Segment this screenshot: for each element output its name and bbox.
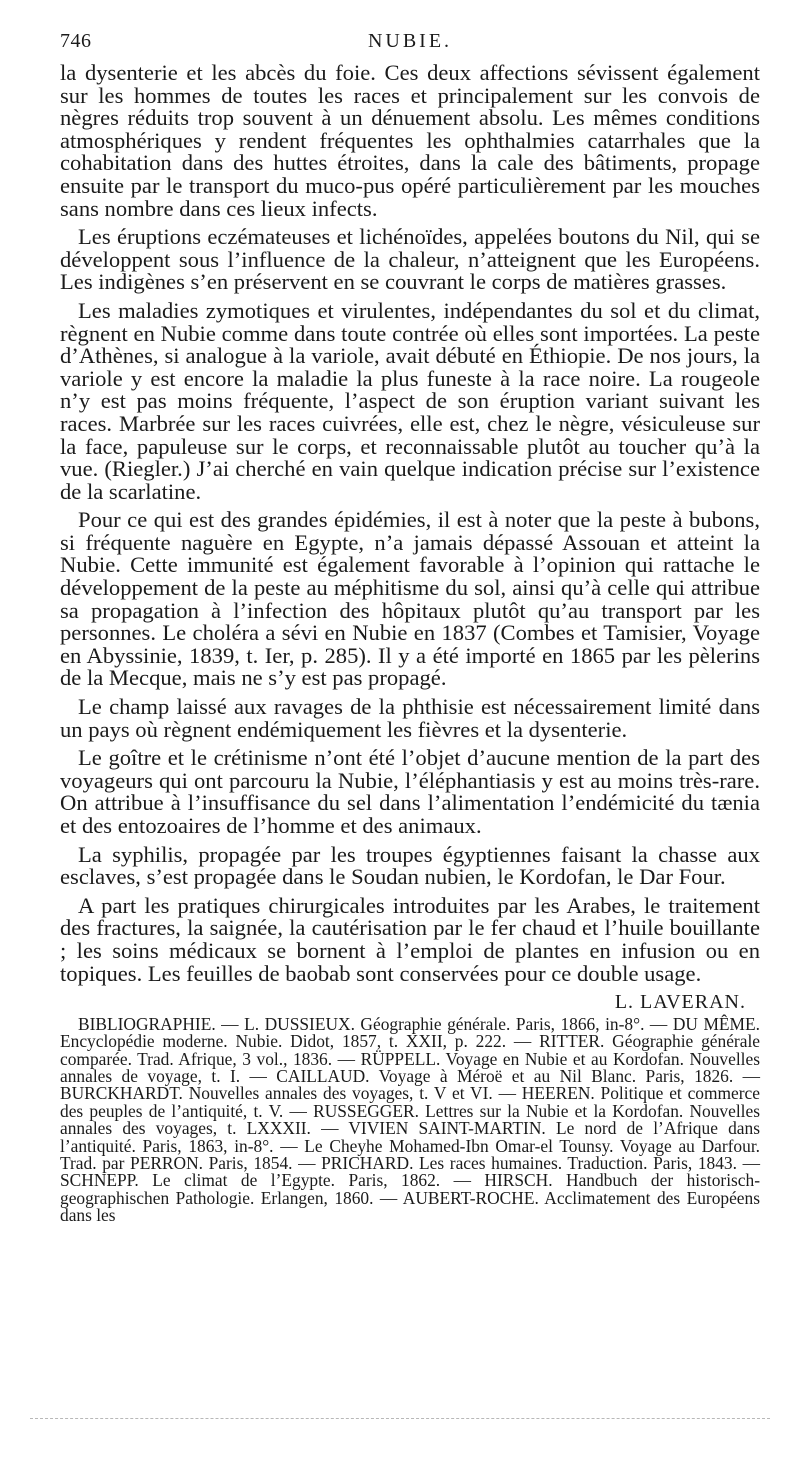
paragraph-6: Le goître et le crétinisme n’ont été l’objet d’aucune mention de la part des voyageurs qui ont parcouru la Nubie, l’éléphantiasis y est au moins très-rare. On attribue à l’insuffisance du sel dans l’alimentation l’endémicité du tænia et des entozoaires de l’homme et des animaux. [60,745,760,838]
running-title: NUBIE. [367,30,453,52]
page-header [60,30,760,56]
footer-rule [30,1418,770,1419]
paragraph-4: Pour ce qui est des grandes épidémies, il est à noter que la peste à bubons, si fréquente naguère en Egypte, n’a jamais dépassé Assouan et atteint la Nubie. Cette immunité est également favorable à l’opinion qui rattache le développement de la peste au méphitisme du sol, ainsi qu’à celle qui attribue sa propagation à l’infection des hôpitaux plutôt qu’au transport par les personnes. Le choléra a sévi en Nubie en 1837 (Combes et Tamisier, Voyage en Abyssinie, 1839, t. Ier, p. 285). Il y a été importé en 1865 par les pèlerins de la Mecque, mais ne s’y est pas propagé. [60,507,760,691]
article-body [60,62,760,1231]
paragraph-7: La syphilis, propagée par les troupes égyptiennes faisant la chasse aux esclaves, s’est propagée dans le Soudan nubien, le Kordofan, le Dar Four. [60,841,760,890]
paragraph-2: Les éruptions eczémateuses et lichénoïdes, appelées boutons du Nil, qui se développent sous l’influence de la chaleur, n’atteignent que les Européens. Les indigènes s’en préservent en se couvrant le corps de matières grasses. [60,224,760,295]
paragraph-5: Le champ laissé aux ravages de la phthisie est nécessairement limité dans un pays où règnent endémiquement les fièvres et la dysenterie. [60,694,760,742]
paragraph-1: la dysenterie et les abcès du foie. Ces deux affections sévissent également sur les hommes de toutes les races et principalement sur les convois de nègres réduits trop souvent à un dénuement absolu. Les mêmes conditions atmosphériques y rendent fréquentes les ophthalmies catarrhales que la cohabitation dans des huttes étroites, dans la cale des bâtiments, propage ensuite par le transport du muco-pus opéré particulièrement par les mouches sans nombre dans ces lieux infects. [60,60,760,221]
bibliography: BIBLIOGRAPHIE. — L. DUSSIEUX. Géographie générale. Paris, 1866, in-8°. — DU MÊME. Encyclopédie moderne. Nubie. Didot, 1857, t. XXII, p. 222. — RITTER. Géographie générale comparée. Trad. Afrique, 3 vol., 1836. — RÜPPELL. Voyage en Nubie et au Kordofan. Nouvelles annales de voyage, t. I. — CAILLAUD. Voyage à Méroë et au Nil Blanc. Paris, 1826. — BURCKHARDT. Nouvelles annales des voyages, t. V et VI. — HEEREN. Politique et commerce des peuples de l’antiquité, t. V. — RUSSEGGER. Lettres sur la Nubie et la Kordofan. Nouvelles annales des voyages, t. LXXXII. — VIVIEN SAINT-MARTIN. Le nord de l’Afrique dans l’antiquité. Paris, 1863, in-8°. — Le Cheyhe Mohamed-Ibn Omar-el Tounsy. Voyage au Darfour. Trad. par PERRON. Paris, 1854. — PRICHARD. Les races humaines. Traduction. Paris, 1843. — SCHNEPP. Le climat de l’Egypte. Paris, 1862. — HIRSCH. Handbuch der historisch-geographischen Pathologie. Erlangen, 1860. — AUBERT-ROCHE. Acclimatement des Européens dans les [60,1013,760,1226]
paragraph-8: A part les pratiques chirurgicales introduites par les Arabes, le traitement des fractures, la saignée, la cautérisation par le fer chaud et l’huile bouillante ; les soins médicaux se bornent à l’emploi de plantes en infusion ou en topiques. Les feuilles de baobab sont conservées pour ce double usage. [60,892,760,986]
author-signature: L. LAVERAN. [614,991,746,1014]
page-number: 746 [60,30,92,52]
paragraph-3: Les maladies zymotiques et virulentes, indépendantes du sol et du climat, règnent en Nubie comme dans toute contrée où elles sont importées. La peste d’Athènes, si analogue à la variole, avait débuté en Éthiopie. De nos jours, la variole y est encore la maladie la plus funeste à la race noire. La rougeole n’y est pas moins fréquente, l’aspect de son éruption variant suivant les races. Marbrée sur les races cuivrées, elle est, chez le nègre, vésiculeuse sur la face, papuleuse sur le corps, et reconnaissable plutôt au toucher qu’à la vue. (Riegler.) J’ai cherché en vain quelque indication précise sur l’existence de la scarlatine. [60,297,760,504]
